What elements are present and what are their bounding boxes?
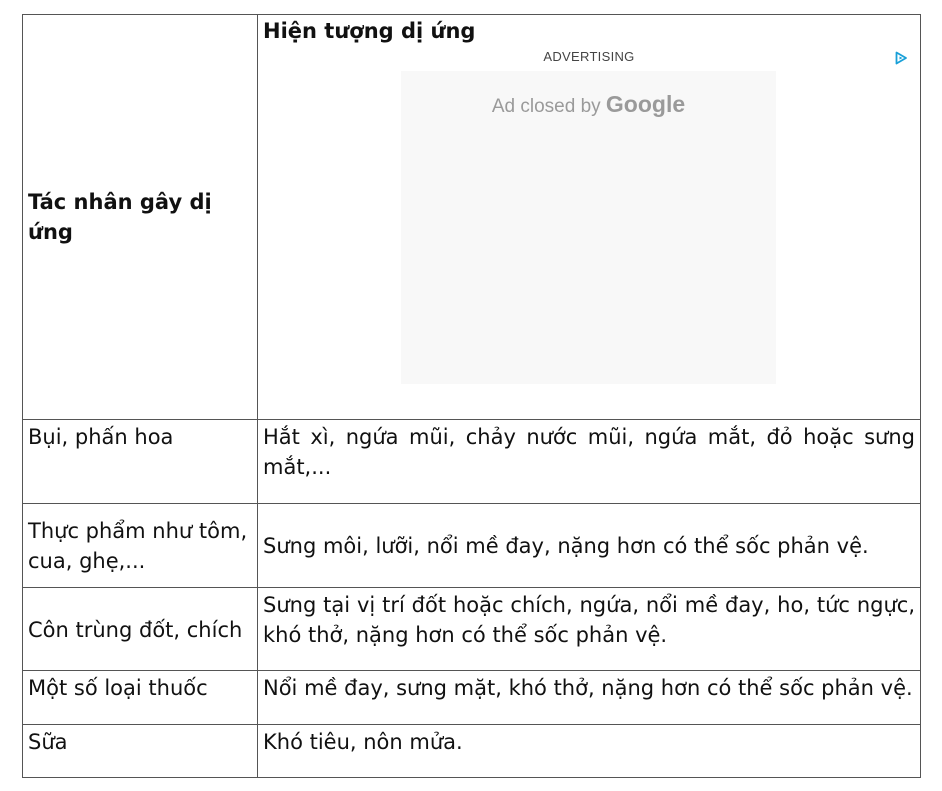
reaction-cell [258,725,921,778]
reaction-text: Sưng tại vị trí đốt hoặc chích, ngứa, nổi mề đay, ho, tức ngực, khó thở, nặng hơn có thể sốc phản vệ. [263,593,915,647]
header-allergen-cell [23,15,258,420]
allergen-text: Bụi, phấn hoa [28,425,174,449]
table-row [23,588,921,671]
allergen-cell [23,725,258,778]
table-row [23,504,921,588]
allergen-text: Một số loại thuốc [28,676,208,700]
allergen-text: Thực phẩm như tôm, cua, ghẹ,... [28,518,248,573]
reaction-cell [258,671,921,725]
ad-closed-text: Ad closed by [491,96,601,117]
reaction-text: Sưng môi, lưỡi, nổi mề đay, nặng hơn có thể sốc phản vệ. [263,533,869,558]
allergen-cell [23,671,258,725]
table-row [23,671,921,725]
reaction-cell [258,420,921,504]
allergen-cell [23,504,258,588]
table-row [23,725,921,778]
allergen-text: Côn trùng đốt, chích [28,618,243,642]
allergen-cell [23,420,258,504]
reaction-cell [258,588,921,671]
table-header-row [23,15,921,420]
google-logo-text: Google [605,91,686,117]
allergen-cell [23,588,258,671]
header-allergen-label: Tác nhân gây dị ứng [28,190,212,244]
ad-closed-message [401,91,776,120]
ad-label: ADVERTISING [543,49,635,64]
reaction-text: Khó tiêu, nôn mửa. [263,730,463,754]
reaction-text: Nổi mề đay, sưng mặt, khó thở, nặng hơn có thể sốc phản vệ. [263,676,913,700]
reaction-text: Hắt xì, ngứa mũi, chảy nước mũi, ngứa mắt, đỏ hoặc sưng mắt,... [263,425,915,479]
table-row [23,420,921,504]
allergen-text: Sữa [28,730,68,754]
reaction-cell [258,504,921,588]
header-reaction-cell [258,15,921,420]
allergy-table [22,14,921,778]
adchoices-triangle-icon[interactable] [894,51,908,65]
ad-slot [401,71,776,384]
header-reaction-label: Hiện tượng dị ứng [263,19,476,43]
